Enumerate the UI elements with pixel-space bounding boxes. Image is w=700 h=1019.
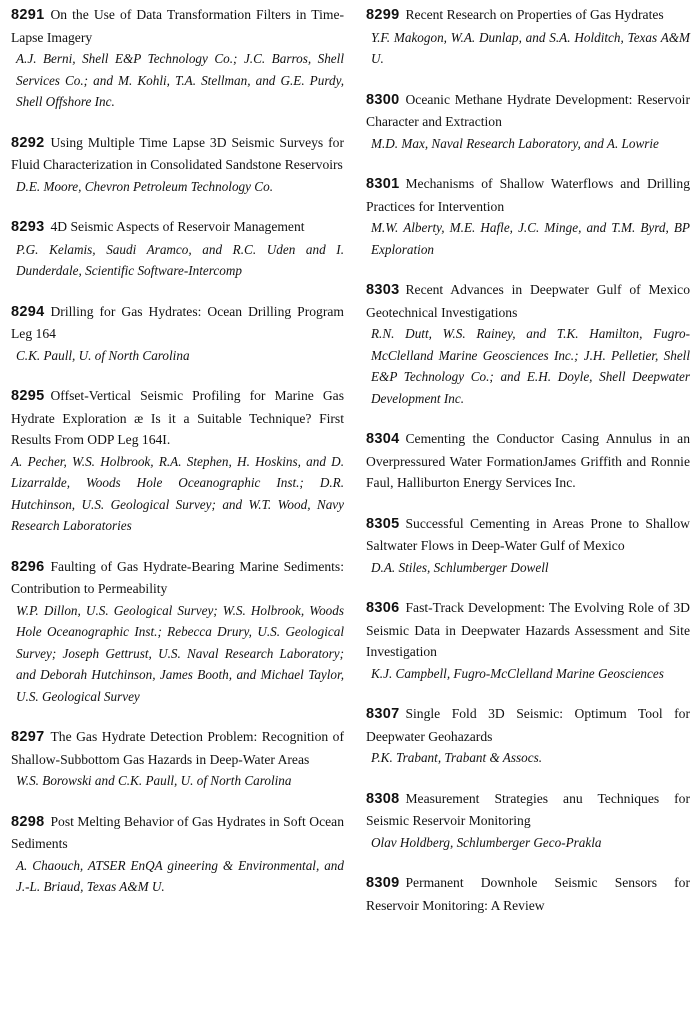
paper-authors: D.A. Stiles, Schlumberger Dowell: [371, 559, 549, 575]
left-column: [11, 4, 344, 1019]
paper-number: 8296: [11, 558, 45, 575]
paper-number: 8292: [11, 134, 45, 151]
paper-entry: [366, 428, 690, 494]
paper-heading: [11, 132, 344, 176]
paper-entry: [366, 597, 690, 684]
paper-heading: [366, 279, 690, 323]
paper-entry: [11, 385, 344, 537]
paper-title: Faulting of Gas Hydrate-Bearing Marine Sediments: Contribution to Permeability: [11, 558, 344, 596]
paper-title: The Gas Hydrate Detection Problem: Recognition of Shallow-Subbottom Gas Hazards in Deep-Water Areas: [11, 729, 344, 767]
paper-heading: [11, 216, 344, 239]
paper-entry: [366, 4, 690, 70]
paper-title: Drilling for Gas Hydrates: Ocean Drilling Program Leg 164: [11, 303, 344, 341]
paper-authors: C.K. Paull, U. of North Carolina: [16, 347, 190, 363]
paper-number: 8303: [366, 282, 400, 298]
right-column: [366, 4, 690, 1019]
paper-entry: [11, 811, 344, 898]
paper-heading: [11, 811, 344, 855]
paper-number: 8305: [366, 515, 400, 532]
paper-heading: [366, 597, 690, 663]
paper-title: Post Melting Behavior of Gas Hydrates in Soft Ocean Sediments: [11, 813, 344, 851]
paper-number: 8301: [366, 176, 400, 192]
paper-number: 8300: [366, 91, 400, 108]
paper-authors: A. Pecher, W.S. Holbrook, R.A. Stephen, H. Hoskins, and D. Lizarralde, Woods Hole Oceanographic Inst.; D.R. Hutchinson, U.S. Geological Survey; and W.T. Wood, Navy Research Laboratories: [11, 453, 344, 533]
paper-number: 8306: [366, 600, 400, 616]
paper-number: 8308: [366, 790, 400, 807]
paper-number: 8293: [11, 219, 45, 235]
paper-title: Recent Advances in Deepwater Gulf of Mexico Geotechnical Investigations: [366, 282, 690, 320]
paper-heading: [11, 301, 344, 345]
paper-authors: A.J. Berni, Shell E&P Technology Co.; J.C. Barros, Shell Services Co.; and M. Kohli, T.A. Stellman, and G.E. Purdy, Shell Offshore Inc.: [16, 51, 344, 109]
paper-authors: P.G. Kelamis, Saudi Aramco, and R.C. Uden and I. Dunderdale, Scientific Software-Intercomp: [16, 241, 344, 278]
paper-authors: P.K. Trabant, Trabant & Assocs.: [371, 750, 542, 765]
paper-heading: [11, 385, 344, 451]
paper-number: 8294: [11, 303, 45, 320]
paper-title: Recent Research on Properties of Gas Hydrates: [405, 7, 664, 22]
paper-entry: [366, 703, 690, 769]
paper-heading: [366, 89, 690, 133]
paper-title: Successful Cementing in Areas Prone to Shallow Saltwater Flows in Deep-Water Gulf of Mexico: [366, 515, 690, 553]
paper-number: 8291: [11, 7, 45, 23]
paper-authors: R.N. Dutt, W.S. Rainey, and T.K. Hamilton, Fugro-McClelland Marine Geosciences Inc.; J.H. Pelletier, Shell E&P Technology Co.; and E.H. Doyle, Shell Deepwater Development Inc.: [371, 326, 690, 406]
paper-title: Permanent Downhole Seismic Sensors for Reservoir Monitoring: A Review: [366, 875, 690, 913]
paper-number: 8295: [11, 388, 45, 404]
paper-entry: [366, 89, 690, 155]
paper-entry: [11, 132, 344, 198]
paper-title: On the Use of Data Transformation Filters in Time-Lapse Imagery: [11, 7, 344, 45]
paper-entry: [366, 279, 690, 409]
paper-entry: [366, 173, 690, 260]
paper-number: 8299: [366, 7, 400, 23]
paper-entry: [11, 301, 344, 367]
paper-authors: Y.F. Makogon, W.A. Dunlap, and S.A. Holditch, Texas A&M U.: [371, 29, 690, 66]
paper-authors: M.D. Max, Naval Research Laboratory, and A. Lowrie: [371, 135, 659, 151]
paper-title: Offset-Vertical Seismic Profiling for Marine Gas Hydrate Exploration æ Is it a Suitable Technique? First Results From ODP Leg 164I.: [11, 388, 344, 447]
paper-entry: [366, 788, 690, 854]
paper-heading: [366, 703, 690, 747]
paper-title: Using Multiple Time Lapse 3D Seismic Surveys for Fluid Characterization in Consolidated Sandstone Reservoirs: [11, 134, 344, 172]
paper-title: Oceanic Methane Hydrate Development: Reservoir Character and Extraction: [366, 91, 690, 129]
paper-heading: [366, 788, 690, 832]
paper-number: 8304: [366, 431, 400, 447]
paper-number: 8307: [366, 706, 400, 722]
paper-title: Mechanisms of Shallow Waterflows and Drilling Practices for Intervention: [366, 176, 690, 214]
paper-heading: [366, 428, 690, 494]
paper-entry: [11, 726, 344, 792]
paper-authors: W.S. Borowski and C.K. Paull, U. of North Carolina: [16, 773, 292, 788]
paper-entry: [366, 513, 690, 579]
paper-title: 4D Seismic Aspects of Reservoir Management: [50, 219, 305, 234]
paper-title: Cementing the Conductor Casing Annulus in an Overpressured Water FormationJames Griffith and Ronnie Faul, Halliburton Energy Services Inc.: [366, 431, 690, 490]
paper-authors: W.P. Dillon, U.S. Geological Survey; W.S. Holbrook, Woods Hole Oceanographic Inst.; Rebecca Drury, U.S. Geological Survey; Joseph Gettrust, U.S. Naval Research Laboratory; and Deborah Hutchinson, James Booth, and Michael Taylor, U.S. Geological Survey: [16, 602, 344, 704]
paper-entry: [11, 216, 344, 282]
paper-number: 8297: [11, 729, 45, 745]
paper-entry: [11, 4, 344, 113]
paper-heading: [366, 513, 690, 557]
paper-authors: A. Chaouch, ATSER EnQA gineering & Environmental, and J.-L. Briaud, Texas A&M U.: [16, 857, 344, 894]
paper-authors: Olav Holdberg, Schlumberger Geco-Prakla: [371, 834, 602, 850]
paper-authors: K.J. Campbell, Fugro-McClelland Marine Geosciences: [371, 665, 664, 681]
paper-heading: [11, 556, 344, 600]
paper-number: 8298: [11, 813, 45, 830]
paper-entry: [366, 872, 690, 916]
paper-heading: [11, 726, 344, 770]
paper-number: 8309: [366, 875, 400, 891]
paper-heading: [366, 4, 690, 27]
paper-authors: D.E. Moore, Chevron Petroleum Technology Co.: [16, 178, 273, 194]
paper-authors: M.W. Alberty, M.E. Hafle, J.C. Minge, and T.M. Byrd, BP Exploration: [371, 220, 690, 257]
paper-entry: [11, 556, 344, 708]
paper-title: Measurement Strategies anu Techniques for Seismic Reservoir Monitoring: [366, 790, 690, 828]
paper-heading: [11, 4, 344, 48]
paper-heading: [366, 872, 690, 916]
paper-heading: [366, 173, 690, 217]
paper-title: Single Fold 3D Seismic: Optimum Tool for Deepwater Geohazards: [366, 706, 690, 744]
paper-title: Fast-Track Development: The Evolving Role of 3D Seismic Data in Deepwater Hazards Assessment and Site Investigation: [366, 600, 690, 659]
